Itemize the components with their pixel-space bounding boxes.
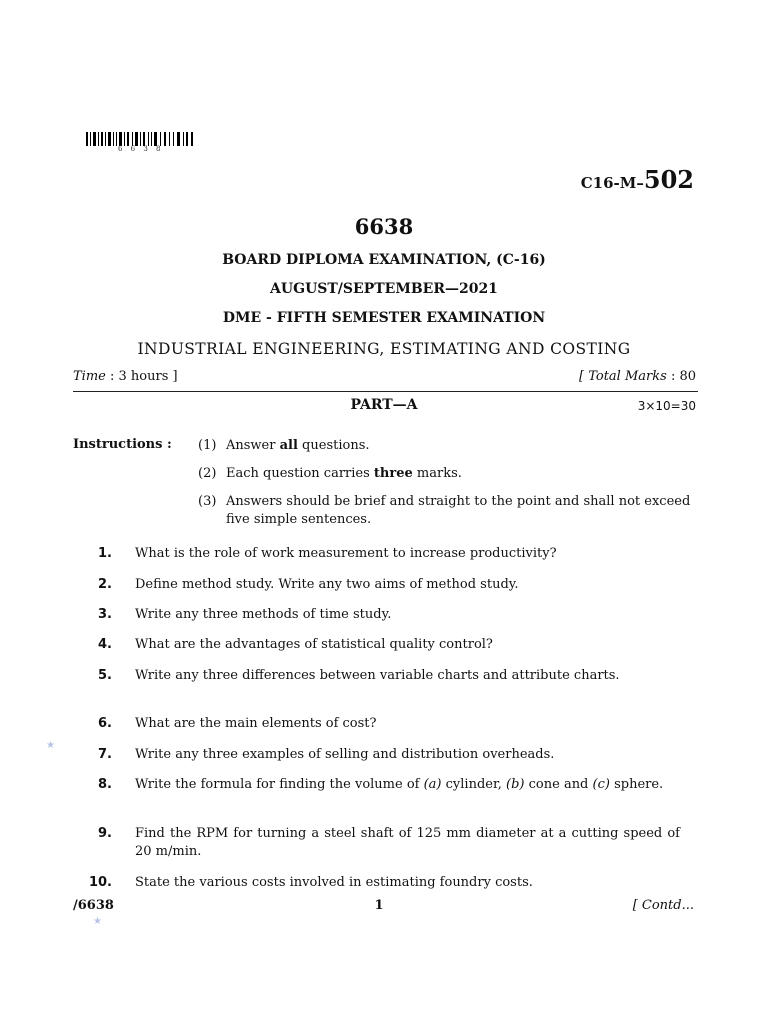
question-text: What are the main elements of cost? (135, 716, 377, 731)
star-mark-icon: ★ (93, 916, 102, 927)
star-mark-icon: ★ (46, 740, 55, 751)
barcode (86, 132, 194, 146)
question-number: 1. (98, 546, 112, 561)
instruction-text-end: marks. (412, 466, 462, 481)
time-label: Time (73, 369, 106, 384)
instruction-text-end: questions. (297, 438, 370, 453)
paper-code-prefix: C16-M– (580, 174, 644, 192)
part-title: PART—A (350, 397, 418, 413)
question-text: Write any three methods of time study. (135, 607, 392, 622)
marks-label: [ Total Marks (579, 369, 667, 384)
footer-page-number: 1 (374, 898, 384, 913)
paper-code (581, 165, 694, 194)
question-item (80, 576, 680, 594)
question-item (80, 776, 680, 794)
instruction-number: (2) (198, 466, 217, 481)
question-text: Write any three differences between variable charts and attribute charts. (135, 668, 620, 683)
time-value: : 3 hours ] (110, 369, 178, 384)
instruction-emphasis: three (373, 466, 413, 481)
question-text: What is the role of work measurement to increase productivity? (135, 546, 557, 561)
question-item (80, 874, 680, 892)
marks-value: : 80 (670, 369, 696, 384)
question-number: 9. (98, 826, 112, 841)
question-text: Define method study. Write any two aims of method study. (135, 577, 519, 592)
part-marks: 3×10=30 (637, 399, 696, 413)
instruction-emphasis: all (279, 438, 298, 453)
instruction-number: (3) (198, 494, 217, 509)
instruction-number: (1) (198, 438, 217, 453)
subject-title: INDUSTRIAL ENGINEERING, ESTIMATING AND COSTING (137, 340, 631, 358)
barcode-number: 6 6 3 8 (118, 145, 164, 153)
question-item (80, 545, 680, 563)
question-number: 4. (98, 637, 112, 652)
question-item (80, 606, 680, 624)
footer-paper-number: /6638 (73, 898, 114, 913)
question-item (80, 715, 680, 733)
instructions-label: Instructions : (73, 437, 172, 452)
instruction-item (198, 493, 700, 529)
question-number: 5. (98, 668, 112, 683)
question-item (80, 636, 680, 654)
question-number: 10. (88, 875, 112, 890)
exam-semester: DME - FIFTH SEMESTER EXAMINATION (222, 310, 546, 326)
question-item (80, 667, 680, 685)
question-number: 7. (98, 747, 112, 762)
question-text: Write the formula for finding the volume of (a) cylinder, (b) cone and (c) sphere. (135, 777, 664, 792)
footer-continued-text: [ Contd... (632, 898, 694, 913)
paper-code-suffix: 502 (643, 165, 694, 194)
instruction-text: Answer (226, 438, 280, 453)
question-item (80, 825, 680, 861)
question-text: Write any three examples of selling and distribution overheads. (135, 747, 555, 762)
time-allowed (73, 369, 178, 384)
question-number: 2. (98, 577, 112, 592)
question-text: State the various costs involved in estimating foundry costs. (135, 875, 533, 890)
instruction-text: Answers should be brief and straight to the point and shall not exceed five simple sentences. (226, 494, 691, 527)
total-marks (579, 369, 696, 384)
exam-board-title: BOARD DIPLOMA EXAMINATION, (C-16) (222, 252, 546, 268)
question-number: 6. (98, 716, 112, 731)
footer-continued (633, 898, 694, 913)
exam-session: AUGUST/SEPTEMBER—2021 (270, 281, 498, 297)
question-number: 3. (98, 607, 112, 622)
divider-line (73, 391, 698, 392)
instruction-text: Each question carries (226, 466, 374, 481)
question-text: Find the RPM for turning a steel shaft of 125 mm diameter at a cutting speed of 20 m/min. (135, 826, 680, 859)
question-item (80, 746, 680, 764)
instruction-item (198, 465, 672, 483)
question-text: What are the advantages of statistical quality control? (135, 637, 493, 652)
instruction-item (198, 437, 672, 455)
question-number: 8. (98, 777, 112, 792)
paper-number: 6638 (354, 214, 414, 239)
